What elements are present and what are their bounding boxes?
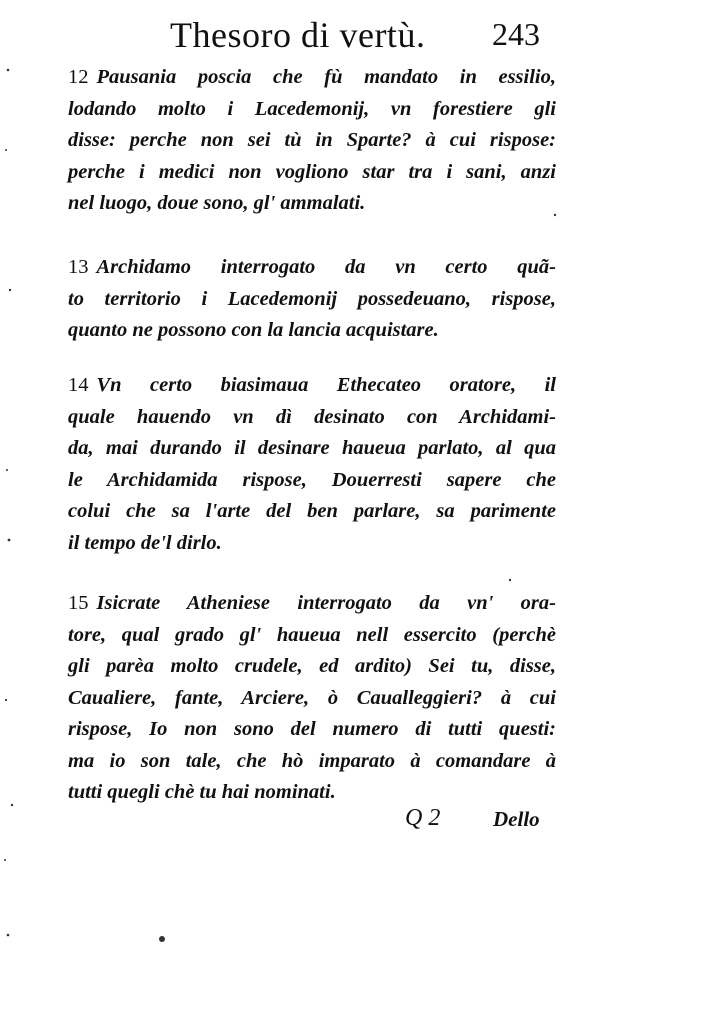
text-line: quanto ne possono con la lancia acquistare.: [68, 319, 439, 341]
text-line: perche i medici non vogliono star tra i sani, anzi: [68, 160, 556, 183]
page-number: 243: [492, 16, 540, 52]
text-line: lodando molto i Lacedemonij, vn forestiere gli: [68, 97, 556, 120]
text-line: ma io son tale, che hò imparato à comandare à: [68, 749, 556, 772]
text-line: colui che sa l'arte del ben parlare, sa parimente: [68, 500, 556, 522]
text-line: tutti quegli chè tu hai nominati.: [68, 781, 336, 803]
paragraph-number: 13: [68, 256, 89, 278]
text-line: disse: perche non sei tù in Sparte? à cui rispose:: [68, 129, 556, 151]
paragraph-number: 12: [68, 66, 89, 88]
line-text: Vn certo biasimaua Ethecateo oratore, il: [96, 374, 556, 396]
paragraph-number: 14: [68, 374, 89, 396]
text-line: quale hauendo vn dì desinato con Archidami-: [68, 405, 556, 428]
text-line: [68, 370, 556, 402]
running-header-title: Thesoro di vertù.: [170, 15, 426, 55]
paragraph-12: [68, 62, 556, 220]
paragraph-number: 15: [68, 592, 89, 614]
paragraph-13: [68, 252, 556, 347]
paragraph-14: [68, 370, 556, 559]
text-line: [68, 62, 556, 94]
text-line: to territorio i Lacedemonij possedeuano, rispose,: [68, 287, 556, 310]
text-line: [68, 252, 556, 284]
paragraph-15: [68, 588, 556, 809]
line-text: Archidamo interrogato da vn certo quã-: [96, 256, 556, 278]
line-text: Isicrate Atheniese interrogato da vn' ora-: [96, 592, 556, 614]
text-line: le Archidamida rispose, Douerresti sapere che: [68, 468, 556, 491]
text-line: nel luogo, doue sono, gl' ammalati.: [68, 192, 366, 214]
text-line: gli parèa molto crudele, ed ardito) Sei tu, disse,: [68, 655, 556, 677]
text-line: rispose, Io non sono del numero di tutti questi:: [68, 718, 556, 740]
catchword: Dello: [493, 807, 540, 831]
text-line: il tempo de'l dirlo.: [68, 531, 222, 554]
line-text: Pausania poscia che fù mandato in essilio,: [96, 66, 556, 88]
text-line: Caualiere, fante, Arciere, ò Caualleggieri? à cui: [68, 686, 556, 709]
signature-mark: Q 2: [405, 805, 441, 831]
text-line: da, mai durando il desinare haueua parlato, al qua: [68, 437, 556, 459]
text-line: tore, qual grado gl' haueua nell essercito (perchè: [68, 623, 556, 646]
text-line: [68, 588, 556, 620]
